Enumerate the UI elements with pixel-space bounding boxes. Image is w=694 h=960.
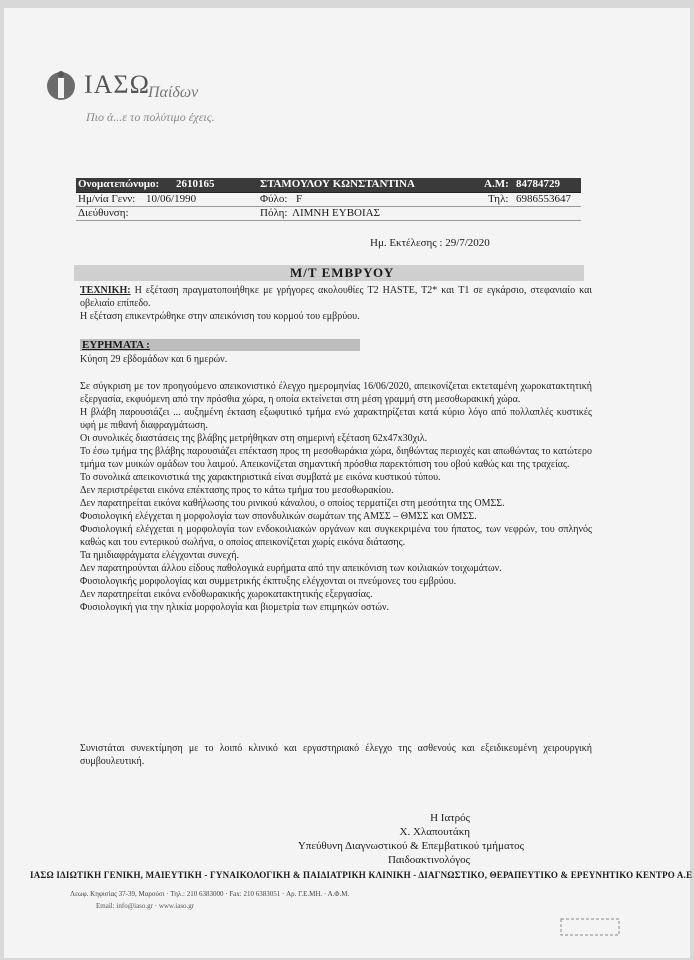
finding-paragraph: Τα ημιδιαφράγματα ελέγχονται συνεχή. [80,550,239,561]
patient-address-row [76,207,581,221]
am-value: 84784729 [516,178,560,190]
finding-paragraph: Σε σύγκριση με τον προηγούμενο απεικονιστικό έλεγχο ημερομηνίας 16/06/2020, απεικονίζεται εκτεταμένη χωροκατακτητική εξεργασία, εκφυόμενη από την πρόσθια χώρα, η οποία εκτείνεται στη μέση γραμμή στη μεσοθωρακική χώρα. [80,381,592,405]
technique-text: Η εξέταση πραγματοποιήθηκε με γρήγορες ακολουθίες T2 HASTE, T2* και T1 σε εγκάρσιο, στεφανιαίο και οβελιαίο επίπεδο. [80,285,593,309]
finding-paragraph: Δεν παρατηρούνται άλλου είδους παθολογικά ευρήματα από την απεικόνιση των κοιλιακών τοιχωμάτων. [80,563,502,574]
city-label: Πόλη: [260,207,288,219]
signature-name: Χ. Χλαπουτάκη [399,826,470,838]
signature-title: Η Ιατρός [430,812,470,824]
finding-paragraph: Δεν παρατηρείται εικόνα ενδοθωρακικής χωροκατακτητικής εξεργασίας. [80,589,373,600]
patient-name: ΣΤΑΜΟΥΛΟΥ ΚΩΝΣΤΑΝΤΙΝΑ [260,178,415,190]
findings-body [80,380,592,614]
finding-paragraph: Φυσιολογική ελέγχεται η μορφολογία των ενδοκοιλιακών οργάνων και συγκεκριμένα του ήπατος, των νεφρών, του σπληνός καθώς και του εντερικού σωλήνα, ο οποίος απεικονίζεται χωρίς εικόνα διάτασης. [80,524,592,548]
exam-title: Μ/Τ ΕΜΒΡΥΟΥ [290,265,395,280]
finding-paragraph: Δεν περιστρέφεται εικόνα επέκτασης προς το κάτω τμήμα του μεσοθωρακίου. [80,485,394,496]
sex-label: Φύλο: [260,193,288,205]
brand-subtitle: Παίδων [148,84,199,101]
dob-value: 10/06/1990 [146,193,197,205]
iaso-logo-icon [46,68,76,104]
signature-specialty: Παιδοακτινολόγος [387,854,470,866]
technique-text-2: Η εξέταση επικεντρώθηκε στην απεικόνιση του κορμού του εμβρύου. [80,311,360,322]
sex-value: F [296,193,303,205]
page-stamp-icon [560,918,620,936]
phone-label: Τηλ: [488,193,509,205]
address-label: Διεύθυνση: [78,207,129,219]
name-label: Ονοματεπώνυμο: [78,178,160,190]
finding-paragraph: Οι συνολικές διαστάσεις της βλάβης μετρήθηκαν στη σημερινή εξέταση 62x47x30χιλ. [80,433,428,444]
patient-dob-row [76,193,581,207]
finding-paragraph: Φυσιολογική ελέγχεται η μορφολογία των σπονδυλικών σωμάτων της ΑΜΣΣ – ΘΜΣΣ και ΟΜΣΣ. [80,511,477,522]
footer-contact: Email: info@iaso.gr · www.iaso.gr [96,902,195,910]
signature-role: Υπεύθυνη Διαγνωστικού & Επεμβατικού τμήματος [297,840,524,852]
findings-label: ΕΥΡΗΜΑΤΑ : [82,339,150,351]
dob-label: Ημ/νία Γενν: [78,193,136,205]
finding-paragraph: Το συνολικά απεικονιστικά της χαρακτηριστικά είναι συμβατά με εικόνα κυστικού τύπου. [80,472,441,483]
technique-section [80,284,592,323]
finding-paragraph: Δεν παρατηρείται εικόνα καθήλωσης του ρινικού κάναλου, ο οποίος τερματίζει στη μεσότητα της ΟΜΣΣ. [80,498,505,509]
patient-id: 2610165 [176,178,215,190]
brand-name: ΙΑΣΩ [84,70,150,99]
phone-value: 6986553647 [516,193,571,205]
finding-paragraph: Φυσιολογικής μορφολογίας και συμμετρικής έκπτυξης ελέγχονται οι πνεύμονες του εμβρύου. [80,576,457,587]
brand-tagline: Πιο ά...ε το πολύτιμο έχεις. [86,110,215,124]
technique-label: ΤΕΧΝΙΚΗ: [80,285,131,296]
am-label: Α.Μ: [484,178,509,190]
finding-paragraph: Φυσιολογική για την ηλικία μορφολογία και βιομετρία των επιμηκών οστών. [80,602,389,613]
finding-paragraph: Το έσω τμήμα της βλάβης παρουσιάζει επέκταση προς τη μεσοθωράκια χώρα, διηθώντας περιοχές και απωθώντας το κατώτερο τμήμα των μυικών ομάδων του λαιμού. Απεικονίζεται σημαντική πρόσθια παρεκτόπιση του οβού καθώς και της τραχείας. [80,446,592,470]
pregnancy-text: Κύηση 29 εβδομάδων και 6 ημερών. [80,354,228,365]
city-value: ΛΙΜΝΗ ΕΥΒΟΙΑΣ [292,207,381,219]
recommendation-text: Συνιστάται συνεκτίμηση με το λοιπό κλινικό και εργαστηριακό έλεγχο της ασθενούς και εξειδικευμένη χειρουργική συμβουλευτική. [80,743,592,767]
patient-name-row [76,178,581,193]
execution-date: Ημ. Εκτέλεσης : 29/7/2020 [370,237,490,249]
patient-info-table [76,178,581,221]
finding-paragraph: Η βλάβη παρουσιάζει ... αυξημένη έκταση εξωφυτικό τμήμα ενώ χαρακτηρίζεται κατά κύριο λόγο από πολλαπλές κυστικές υφή με πιθανή διαφραγμάτωση. [80,407,592,431]
footer-company: ΙΑΣΩ ΙΔΙΩΤΙΚΗ ΓΕΝΙΚΗ, ΜΑΙΕΥΤΙΚΗ - ΓΥΝΑΙΚΟΛΟΓΙΚΗ & ΠΑΙΔΙΑΤΡΙΚΗ ΚΛΙΝΙΚΗ - ΔΙΑΓΝΩΣΤΙΚΟ, ΘΕΡΑΠΕΥΤΙΚΟ & ΕΡΕΥΝΗΤΙΚΟ ΚΕΝΤΡΟ Α.Ε [30,870,693,880]
footer-address: Λεωφ. Κηφισίας 37-39, Μαρούσι · Τηλ.: 210 6383000 · Fax: 210 6383051 · Αρ. Γ.Ε.ΜΗ. · Α.Φ.Μ. [70,890,350,898]
